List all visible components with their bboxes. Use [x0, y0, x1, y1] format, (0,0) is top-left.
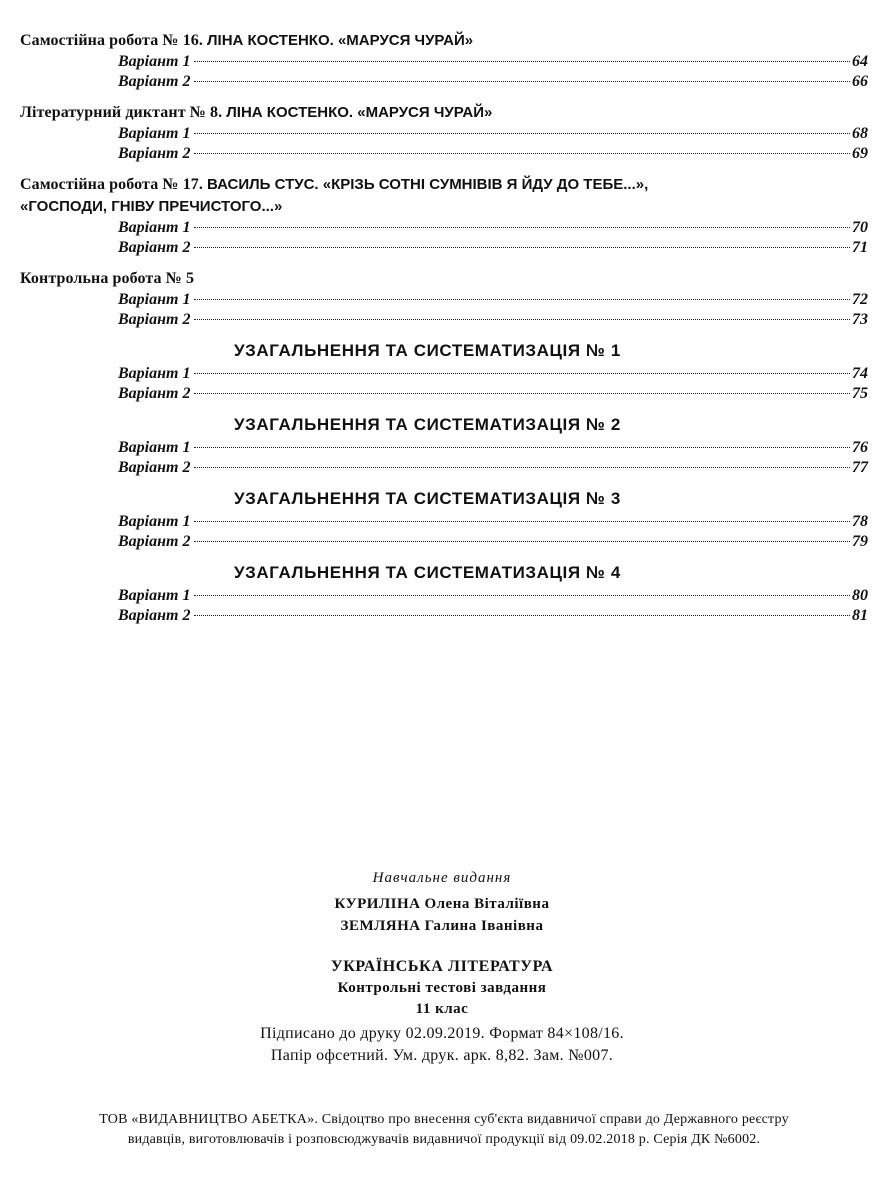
entry-label: Варіант 2: [118, 73, 191, 90]
summary-heading-3: УЗАГАЛЬНЕННЯ ТА СИСТЕМАТИЗАЦІЯ № 3: [234, 489, 621, 508]
page-number: 69: [852, 145, 868, 162]
page-number: 68: [852, 125, 868, 142]
entry-label: Варіант 2: [118, 239, 191, 256]
author-2: [0, 917, 884, 935]
table-of-contents: [0, 30, 884, 626]
summary-heading-2: УЗАГАЛЬНЕННЯ ТА СИСТЕМАТИЗАЦІЯ № 2: [234, 415, 621, 434]
edition-type: Навчальне видання: [372, 870, 512, 886]
page-number: 74: [852, 365, 868, 382]
dot-leader: [194, 393, 850, 394]
toc-section-title: [20, 102, 868, 124]
toc-entry[interactable]: [118, 384, 868, 404]
page-number: 80: [852, 587, 868, 604]
entry-label: Варіант 1: [118, 219, 191, 236]
entry-label: Варіант 1: [118, 587, 191, 604]
dot-leader: [194, 447, 850, 448]
print-info-2: Папір офсетний. Ум. друк. арк. 8,82. Зам. №007.: [270, 1047, 614, 1064]
toc-section-title-continued: [20, 196, 868, 218]
page-number: 72: [852, 291, 868, 308]
toc-section-16: [20, 30, 868, 52]
publisher-line-2: видавців, виготовлювачів і розповсюджувачів видавничої продукції від 09.02.2018 р. Серія ДК №6002.: [127, 1132, 761, 1147]
toc-entry[interactable]: [118, 532, 868, 552]
section-lead: Самостійна робота № 16.: [20, 32, 203, 49]
toc-entry[interactable]: [118, 364, 868, 384]
entry-label: Варіант 1: [118, 291, 191, 308]
page-number: 77: [852, 459, 868, 476]
entry-label: Варіант 2: [118, 385, 191, 402]
dot-leader: [194, 615, 850, 616]
toc-entry[interactable]: [118, 586, 868, 606]
author-1: [0, 895, 884, 913]
summary-heading-4: УЗАГАЛЬНЕННЯ ТА СИСТЕМАТИЗАЦІЯ № 4: [234, 563, 621, 582]
entry-label: Варіант 2: [118, 533, 191, 550]
author-1-surname: КУРИЛІНА: [334, 896, 421, 912]
section-lead: Самостійна робота № 17.: [20, 176, 203, 193]
page-number: 71: [852, 239, 868, 256]
section-topic: ЛІНА КОСТЕНКО. «МАРУСЯ ЧУРАЙ»: [207, 32, 474, 49]
page-number: 66: [852, 73, 868, 90]
dot-leader: [194, 319, 850, 320]
toc-section-title: [20, 174, 868, 196]
toc-section-title: [20, 30, 868, 52]
section-topic: ЛІНА КОСТЕНКО. «МАРУСЯ ЧУРАЙ»: [226, 104, 493, 121]
page-number: 75: [852, 385, 868, 402]
toc-entry[interactable]: [118, 238, 868, 258]
author-1-name: Олена Віталіївна: [424, 896, 550, 912]
dot-leader: [194, 61, 850, 62]
page-number: 76: [852, 439, 868, 456]
entry-label: Варіант 1: [118, 53, 191, 70]
dot-leader: [194, 227, 850, 228]
page-number: 64: [852, 53, 868, 70]
toc-section-dictation-8: [20, 102, 868, 124]
toc-section-title: [20, 268, 868, 290]
entry-label: Варіант 2: [118, 145, 191, 162]
toc-entry[interactable]: [118, 72, 868, 92]
entry-label: Варіант 2: [118, 311, 191, 328]
toc-entry[interactable]: [118, 458, 868, 478]
publisher-footer: [14, 1110, 874, 1150]
toc-entry[interactable]: [118, 144, 868, 164]
entry-label: Варіант 1: [118, 513, 191, 530]
entry-label: Варіант 1: [118, 125, 191, 142]
toc-entry[interactable]: [118, 512, 868, 532]
dot-leader: [194, 521, 850, 522]
toc-entry[interactable]: [118, 438, 868, 458]
section-lead: Контрольна робота № 5: [20, 270, 195, 287]
toc-entry[interactable]: [118, 290, 868, 310]
section-topic: ВАСИЛЬ СТУС. «КРІЗЬ СОТНІ СУМНІВІВ Я ЙДУ ДО ТЕБЕ...»,: [207, 176, 649, 193]
dot-leader: [194, 247, 850, 248]
page-number: 79: [852, 533, 868, 550]
dot-leader: [194, 541, 850, 542]
section-topic-line2: «ГОСПОДИ, ГНІВУ ПРЕЧИСТОГО...»: [20, 198, 283, 215]
author-2-name: Галина Іванівна: [424, 918, 544, 934]
dot-leader: [194, 133, 850, 134]
author-2-surname: ЗЕМЛЯНА: [340, 918, 421, 934]
page-number: 73: [852, 311, 868, 328]
toc-entry[interactable]: [118, 124, 868, 144]
section-lead: Літературний диктант № 8.: [20, 104, 223, 121]
summary-heading-1: УЗАГАЛЬНЕННЯ ТА СИСТЕМАТИЗАЦІЯ № 1: [234, 341, 621, 360]
toc-section-test-5: [20, 268, 868, 290]
entry-label: Варіант 1: [118, 365, 191, 382]
book-title: УКРАЇНСЬКА ЛІТЕРАТУРА: [330, 958, 554, 975]
dot-leader: [194, 595, 850, 596]
grade: 11 клас: [415, 1001, 469, 1017]
toc-entry[interactable]: [118, 310, 868, 330]
entry-label: Варіант 2: [118, 459, 191, 476]
book-subtitle: Контрольні тестові завдання: [337, 980, 547, 996]
page-number: 70: [852, 219, 868, 236]
dot-leader: [194, 81, 850, 82]
entry-label: Варіант 2: [118, 607, 191, 624]
dot-leader: [194, 467, 850, 468]
print-info-1: Підписано до друку 02.09.2019. Формат 84×108/16.: [260, 1025, 624, 1042]
dot-leader: [194, 373, 850, 374]
dot-leader: [194, 153, 850, 154]
toc-entry[interactable]: [118, 606, 868, 626]
page-number: 81: [852, 607, 868, 624]
dot-leader: [194, 299, 850, 300]
entry-label: Варіант 1: [118, 439, 191, 456]
toc-entry[interactable]: [118, 218, 868, 238]
page-number: 78: [852, 513, 868, 530]
toc-section-17: [20, 174, 868, 218]
publisher-line-1: ТОВ «ВИДАВНИЦТВО АБЕТКА». Свідоцтво про внесення суб'єкта видавничої справи до Державного реєстру: [99, 1112, 789, 1127]
toc-entry[interactable]: [118, 52, 868, 72]
